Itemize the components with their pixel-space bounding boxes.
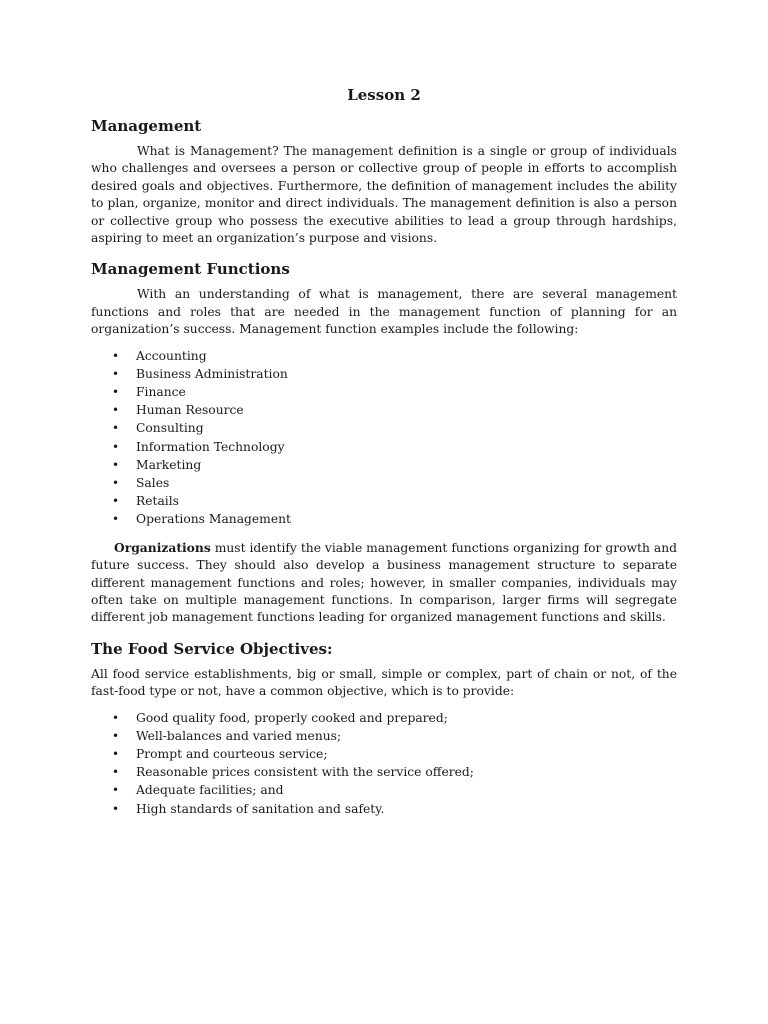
- list-item: • Sales: [91, 474, 677, 492]
- list-item: • Operations Management: [91, 510, 677, 528]
- bullet-icon: •: [112, 348, 120, 363]
- organizations-term: Organizations: [114, 539, 211, 555]
- bullet-icon: •: [112, 476, 120, 491]
- bullet-icon: •: [112, 366, 120, 381]
- bullet-icon: •: [112, 710, 120, 725]
- management-paragraph: What is Management? The management definition is a single or group of individuals who challenges and oversees a person or collective group of people in efforts to accomplish desired goals and objectives. Furthermore, the definition of management includes the ability to plan, organize, monitor and direct individuals. The management definition is also a person or collective group who possess the executive abilities to lead a group through hardships, aspiring to meet an organization’s purpose and visions.: [91, 144, 677, 246]
- document-page: [91, 84, 677, 828]
- bullet-icon: •: [112, 494, 120, 509]
- bullet-icon: •: [112, 765, 120, 780]
- list-item: • Business Administration: [91, 365, 677, 383]
- food-service-paragraph: All food service establishments, big or small, simple or complex, part of chain or not, of the fast-food type or not, have a common objective, which is to provide:: [91, 666, 677, 699]
- section-heading-food-service-objectives: The Food Service Objectives:: [91, 639, 333, 658]
- bullet-icon: •: [112, 457, 120, 472]
- list-item: • Accounting: [91, 347, 677, 365]
- bullet-icon: •: [112, 728, 120, 743]
- bullet-icon: •: [112, 801, 120, 816]
- list-item: • Human Resource: [91, 401, 677, 419]
- bullet-icon: •: [112, 439, 120, 454]
- list-item: • Consulting: [91, 419, 677, 437]
- list-item: • Finance: [91, 383, 677, 401]
- list-item: • Retails: [91, 492, 677, 510]
- bullet-icon: •: [112, 783, 120, 798]
- list-item: • Adequate facilities; and: [91, 781, 677, 799]
- food-service-objectives-list: [91, 709, 677, 818]
- section-heading-management: Management: [91, 117, 202, 135]
- list-item: • Marketing: [91, 456, 677, 474]
- list-item: • Reasonable prices consistent with the service offered;: [91, 763, 677, 781]
- management-functions-list: [91, 347, 677, 529]
- section-heading-management-functions: Management Functions: [91, 260, 290, 279]
- list-item: • Prompt and courteous service;: [91, 745, 677, 763]
- bullet-icon: •: [112, 746, 120, 761]
- list-item: • Good quality food, properly cooked and prepared;: [91, 709, 677, 727]
- bullet-icon: •: [112, 403, 120, 418]
- list-item: • High standards of sanitation and safety.: [91, 800, 677, 818]
- list-item: • Information Technology: [91, 438, 677, 456]
- bullet-icon: •: [112, 421, 120, 436]
- lesson-title: Lesson 2: [347, 86, 421, 104]
- management-functions-paragraph: With an understanding of what is management, there are several management functions and roles that are needed in the management function of planning for an organization’s success. Management function examples include the following:: [91, 287, 677, 337]
- bullet-icon: •: [112, 512, 120, 527]
- list-item: • Well-balances and varied menus;: [91, 727, 677, 745]
- bullet-icon: •: [112, 385, 120, 400]
- organizations-paragraph: Organizations must identify the viable management functions organizing for growth and future success. They should also develop a business management structure to separate different management functions and roles; however, in smaller companies, individuals may often take on multiple management functions. In comparison, larger firms will segregate different job management functions leading for organized management functions and skills.: [91, 539, 677, 625]
